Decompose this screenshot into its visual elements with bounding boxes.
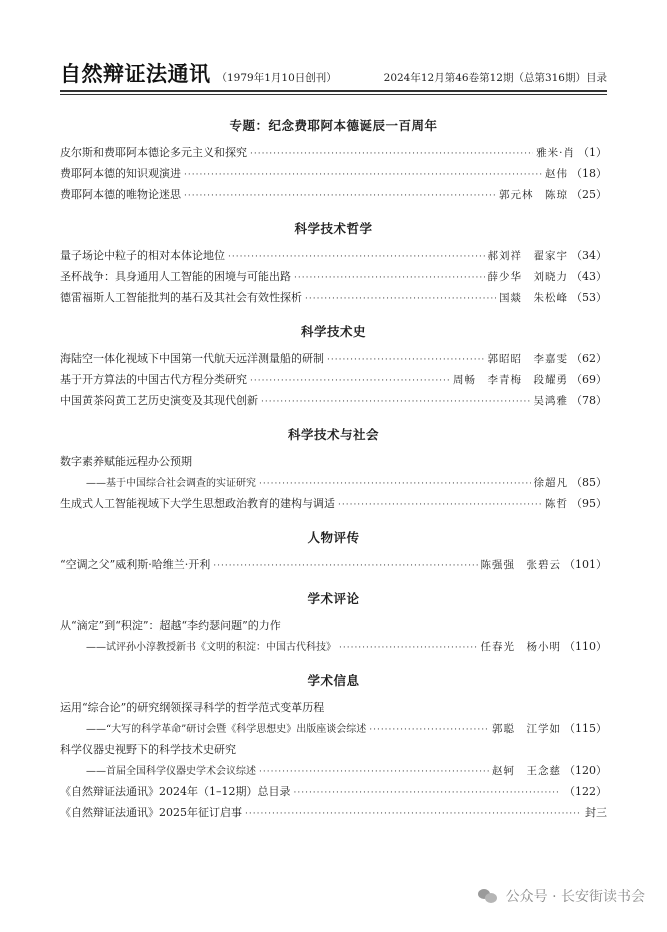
toc-entry-title: 量子场论中粒子的相对本体论地位 xyxy=(60,249,225,262)
toc-entry-page: （115） xyxy=(564,722,607,735)
toc-entry-page: （95） xyxy=(571,497,607,510)
toc-entry-subtitle: ——基于中国综合社会调查的实证研究 xyxy=(86,478,256,489)
toc-entry-title: 数字素养赋能远程办公预期 xyxy=(60,455,192,468)
section-heading: 科学技术哲学 xyxy=(294,221,373,236)
toc-entry-title: 圣杯战争：具身通用人工智能的困境与可能出路 xyxy=(60,270,291,283)
toc-entry xyxy=(60,348,607,369)
toc-entry-page: （25） xyxy=(571,188,607,201)
toc-entry-subtitle-row xyxy=(60,636,607,657)
toc-entry-authors: 陈强强 张碧云 xyxy=(480,559,561,571)
toc-entry-page: （78） xyxy=(571,394,607,407)
issue-info: 2024年12月第46卷第12期（总第316期）目录 xyxy=(383,72,607,84)
toc-entry-subtitle: ——试评孙小淳教授新书《文明的积淀：中国古代科技》 xyxy=(86,642,336,653)
toc-entry-title: 海陆空一体化视域下中国第一代航天远洋测量船的研制 xyxy=(60,352,324,365)
toc-entry-subtitle: ——首届全国科学仪器史学术会议综述 xyxy=(86,766,256,777)
toc-entry xyxy=(60,802,607,823)
toc-entry-authors: 吴鸿雅 xyxy=(533,395,568,407)
toc-entry-page: （120） xyxy=(564,764,607,777)
dot-leader xyxy=(228,247,485,268)
toc-entry-page: （62） xyxy=(571,352,607,365)
toc-entry-subtitle-row xyxy=(60,718,607,739)
dot-leader xyxy=(250,144,533,165)
dot-leader xyxy=(294,783,559,804)
toc-entry-authors: 徐超凡 xyxy=(533,477,568,489)
toc-entry xyxy=(60,390,607,411)
toc-entry xyxy=(60,493,607,514)
dot-leader xyxy=(250,371,450,392)
toc-entry-page: （18） xyxy=(571,167,607,180)
toc-entry xyxy=(60,369,607,390)
toc-entry-page: 封三 xyxy=(585,806,607,819)
toc-entry-authors: 陈哲 xyxy=(545,498,568,510)
toc-entry-authors: 郝刘祥 翟家宇 xyxy=(487,250,568,262)
toc-entry xyxy=(60,781,607,802)
toc-entry xyxy=(60,554,607,575)
dot-leader xyxy=(245,804,579,825)
toc-entry-title: 《自然辩证法通讯》2025年征订启事 xyxy=(60,806,242,819)
toc-entry-page: （43） xyxy=(571,270,607,283)
toc-entry-authors: 雅米·肖 xyxy=(536,147,575,159)
dot-leader xyxy=(184,165,542,186)
toc-entry-title: 从“滴定”到“积淀”：超越“李约瑟问题”的力作 xyxy=(60,619,281,632)
toc-entry-authors: 赵伟 xyxy=(545,168,568,180)
toc-entry-title: 《自然辩证法通讯》2024年（1–12期）总目录 xyxy=(60,785,291,798)
toc-entry-authors: 国燚 朱松峰 xyxy=(499,292,568,304)
toc-entry-subtitle-row xyxy=(60,472,607,493)
toc-entry-page: （34） xyxy=(571,249,607,262)
toc-entry-title: 费耶阿本德的知识观演进 xyxy=(60,167,181,180)
toc-entry-title: “空调之父”威利斯·哈维兰·开利 xyxy=(60,558,211,571)
dot-leader xyxy=(369,720,489,741)
dot-leader xyxy=(294,268,485,289)
toc-entry-title: 基于开方算法的中国古代方程分类研究 xyxy=(60,373,247,386)
section-heading: 人物评传 xyxy=(307,530,360,545)
toc-entry xyxy=(60,287,607,308)
wechat-icon xyxy=(478,888,498,904)
masthead-rule-thin xyxy=(60,94,607,95)
toc-entry-authors: 郭元林 陈琼 xyxy=(499,189,568,201)
toc-entry-page: （69） xyxy=(571,373,607,386)
toc-entry xyxy=(60,184,607,205)
toc-entry-authors: 赵轲 王念慈 xyxy=(492,765,561,777)
dot-leader xyxy=(261,392,531,413)
section-heading: 学术评论 xyxy=(307,591,360,606)
table-of-contents xyxy=(60,98,607,823)
masthead xyxy=(60,58,607,88)
section-heading: 科学技术与社会 xyxy=(287,427,379,442)
watermark xyxy=(478,886,645,906)
toc-entry xyxy=(60,142,607,163)
dot-leader xyxy=(305,289,496,310)
toc-entry-authors: 郭昭昭 李嘉雯 xyxy=(487,353,568,365)
toc-entry-title: 皮尔斯和费耶阿本德论多元主义和探究 xyxy=(60,146,247,159)
toc-entry-page: （110） xyxy=(564,640,607,653)
toc-entry-subtitle: ——“大写的科学革命”研讨会暨《科学思想史》出版座谈会综述 xyxy=(86,724,367,735)
toc-entry-authors: 任春光 杨小明 xyxy=(480,641,561,653)
toc-entry-title: 中国黄茶闷黄工艺历史演变及其现代创新 xyxy=(60,394,258,407)
toc-entry-subtitle-row xyxy=(60,760,607,781)
toc-entry-page: （101） xyxy=(564,558,607,571)
dot-leader xyxy=(259,762,489,783)
section-heading: 专题：纪念费耶阿本德诞辰一百周年 xyxy=(229,118,438,133)
dot-leader xyxy=(338,495,542,516)
dot-leader xyxy=(184,186,496,207)
toc-entry-title: 生成式人工智能视域下大学生思想政治教育的建构与调适 xyxy=(60,497,335,510)
toc-entry-page: （1） xyxy=(578,146,607,159)
toc-entry-title: 科学仪器史视野下的科学技术史研究 xyxy=(60,743,236,756)
toc-entry-title: 德雷福斯人工智能批判的基石及其社会有效性探析 xyxy=(60,291,302,304)
dot-leader xyxy=(339,638,478,659)
journal-name: 自然辩证法通讯 xyxy=(60,62,211,86)
toc-entry-authors: 薛少华 刘晓力 xyxy=(487,271,568,283)
section-heading: 学术信息 xyxy=(307,673,360,688)
toc-entry xyxy=(60,163,607,184)
toc-entry-authors: 周畅 李青梅 段耀勇 xyxy=(453,374,568,386)
dot-leader xyxy=(259,474,531,495)
founded-date: （1979年1月10日创刊） xyxy=(216,72,337,84)
toc-entry-title: 运用“综合论”的研究纲领探寻科学的哲学范式变革历程 xyxy=(60,701,325,714)
toc-entry-page: （122） xyxy=(564,785,607,798)
toc-entry xyxy=(60,266,607,287)
toc-entry xyxy=(60,245,607,266)
toc-entry-authors: 郭聪 江学如 xyxy=(492,723,561,735)
watermark-text: 公众号 · 长安街读书会 xyxy=(505,889,645,905)
toc-entry-title: 费耶阿本德的唯物论迷思 xyxy=(60,188,181,201)
toc-entry-page: （53） xyxy=(571,291,607,304)
dot-leader xyxy=(327,350,485,371)
dot-leader xyxy=(213,556,477,577)
masthead-rule-thick xyxy=(60,90,607,92)
section-heading: 科学技术史 xyxy=(300,324,366,339)
toc-entry-page: （85） xyxy=(571,476,607,489)
